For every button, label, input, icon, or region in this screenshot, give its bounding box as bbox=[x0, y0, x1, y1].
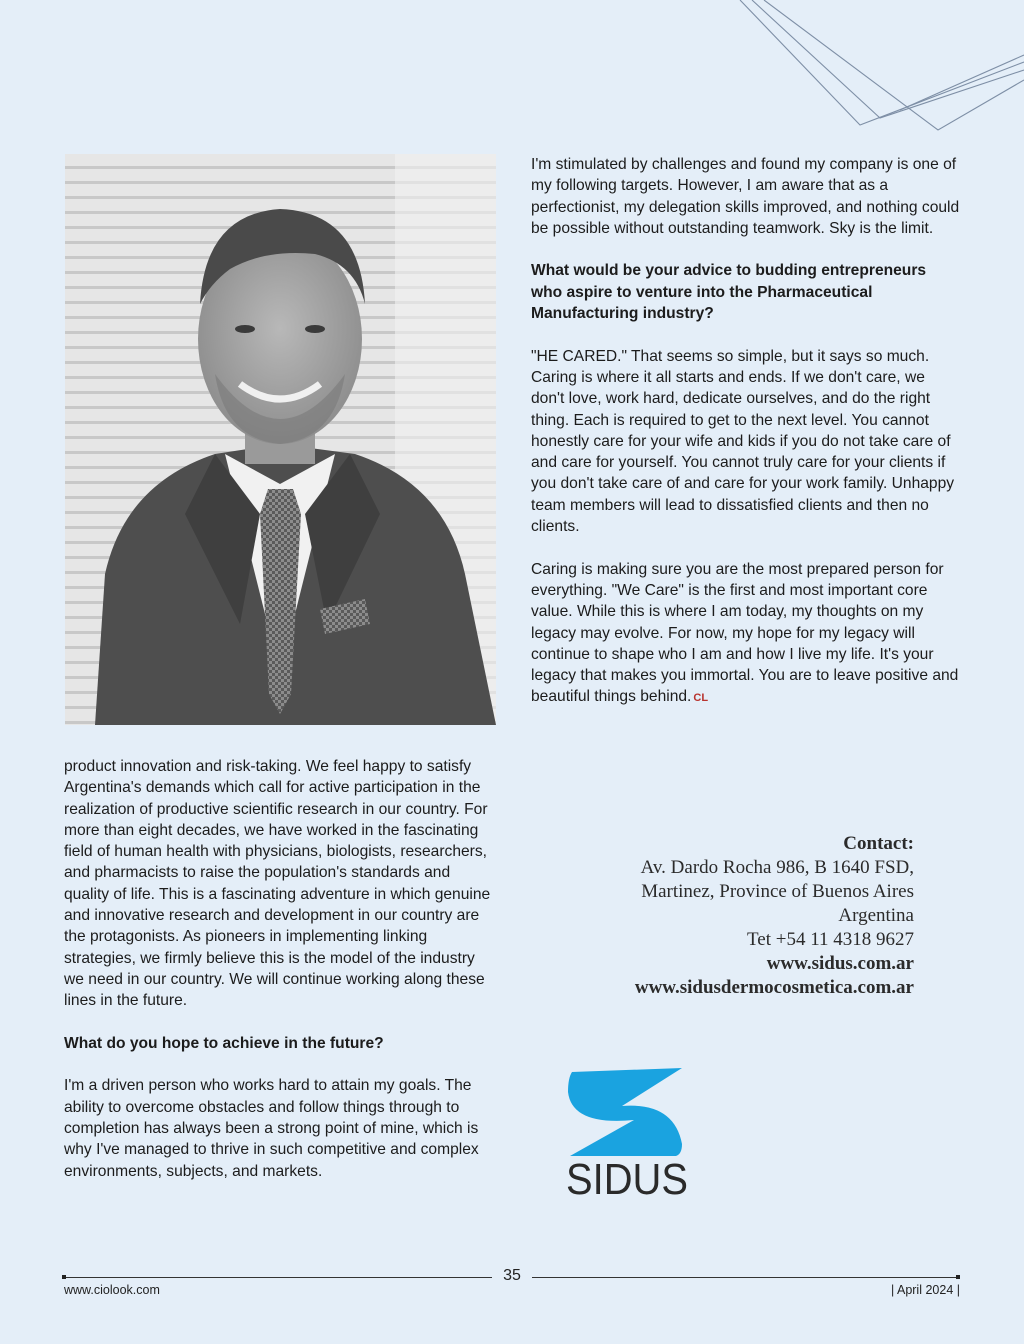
footer-dot bbox=[956, 1275, 960, 1279]
paragraph: product innovation and risk-taking. We feel happy to satisfy Argentina's demands which call for active participation in the realization of productive scientific research in our country. For more than eight decades, we have worked in the fascinating field of human health with physicians, biologists, researchers, and pharmacists to raise the population's standards and quality of life. This is a fascinating adventure in which genuine and innovative research and development in our country are the protagonists. As pioneers in implementing linking strategies, we firmly believe this is the model of the industry we need in our country. We will continue working along these lines in the future. bbox=[64, 758, 491, 1010]
paragraph: I'm a driven person who works hard to attain my goals. The ability to overcome obstacles and follow things through to completion has always been a strong point of mine, which is why I've managed to thrive in such competitive and complex environments, subjects, and markets. bbox=[64, 1077, 479, 1180]
footer-dot bbox=[62, 1275, 66, 1279]
contact-heading: Contact: bbox=[843, 833, 914, 854]
phone: Tet +54 11 4318 9627 bbox=[746, 929, 914, 950]
logo-mark bbox=[568, 1068, 682, 1156]
interview-question: What would be your advice to budding entrepreneurs who aspire to venture into the Pharmaceutical Manufacturing industry? bbox=[531, 262, 927, 323]
contact-block bbox=[494, 832, 914, 1000]
corner-decoration bbox=[0, 0, 1024, 160]
paragraph: I'm stimulated by challenges and found my company is one of my following targets. However, I am aware that as a perfectionist, my delegation skills improved, and nothing could be possible without outstanding teamwork. Sky is the limit. bbox=[531, 156, 960, 237]
interview-question: What do you hope to achieve in the future? bbox=[64, 1034, 384, 1052]
footer-website[interactable]: www.ciolook.com bbox=[64, 1283, 160, 1297]
country: Argentina bbox=[838, 905, 914, 926]
sidus-logo bbox=[564, 1064, 694, 1204]
paragraph-text: Caring is making sure you are the most prepared person for everything. "We Care" is the first and most important core value. While this is where I am today, my thoughts on my legacy may evolve. For now, my hope for my legacy will continue to shape who I am and how I live my life. It's your legacy that makes you immortal. You are to leave positive and beautiful things behind. bbox=[531, 560, 959, 706]
website-link[interactable]: www.sidusdermocosmetica.com.ar bbox=[634, 977, 914, 998]
paragraph: "HE CARED." That seems so simple, but it says so much. Caring is where it all starts and ends. If we don't care, we don't love, work hard, dedicate ourselves, and do the right thing. Each is required to get to the next level. You cannot honestly care for your wife and kids if you do not take care of and care for yourself. You cannot truly care for your clients if you don't take care of and care for your work family. Unhappy team members will lead to dissatisfied clients and then no clients. bbox=[531, 347, 955, 536]
address-line: Martinez, Province of Buenos Aires bbox=[641, 881, 914, 902]
address-line: Av. Dardo Rocha 986, B 1640 FSD, bbox=[640, 857, 914, 878]
article-right-column bbox=[531, 154, 961, 731]
page-number: 35 bbox=[492, 1267, 532, 1285]
end-mark: CL bbox=[693, 692, 709, 705]
closing-paragraph bbox=[531, 559, 961, 710]
footer-date: | April 2024 | bbox=[890, 1283, 960, 1297]
article-left-column bbox=[64, 756, 496, 1203]
logo-text: SIDUS bbox=[566, 1155, 688, 1199]
portrait-photo bbox=[65, 154, 496, 725]
website-link[interactable]: www.sidus.com.ar bbox=[766, 953, 914, 974]
